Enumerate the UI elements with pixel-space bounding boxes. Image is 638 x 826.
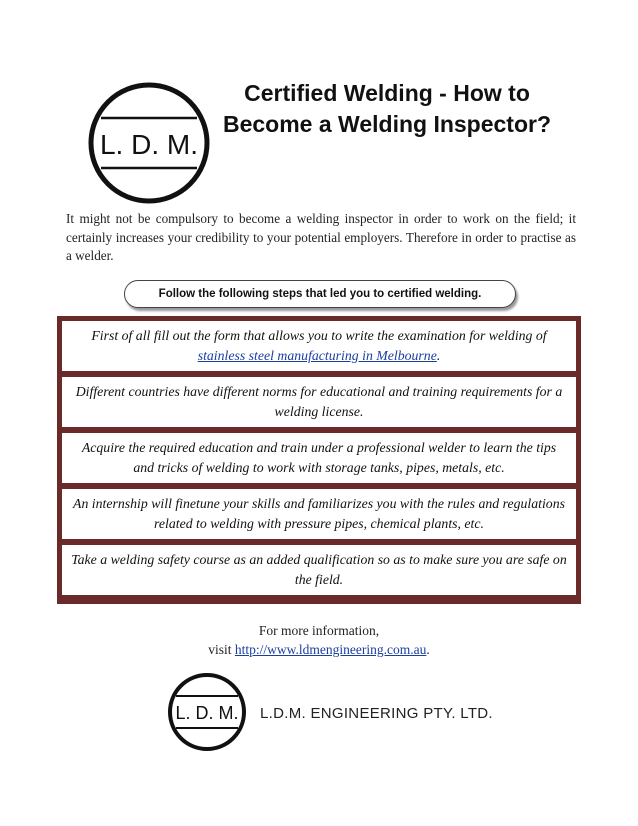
ldm-logo <box>86 80 212 206</box>
step-5-text: Take a welding safety course as an added qualification so as to make sure you are safe on the field. <box>71 552 567 587</box>
steps-frame <box>57 316 581 604</box>
step-1-period: . <box>436 348 441 363</box>
steps-callout: Follow the following steps that led you to certified welding. <box>124 280 516 308</box>
visit-label: visit <box>208 642 235 657</box>
stainless-steel-link[interactable]: stainless steel manufacturing in Melbourne <box>197 348 437 363</box>
ldm-logo-small <box>166 671 248 753</box>
page-title: Certified Welding - How to Become a Welding Inspector? <box>222 80 552 137</box>
step-3-text: Acquire the required education and train under a professional welder to learn the tips and tricks of welding to work with storage tanks, pipes, metals, etc. <box>81 440 557 475</box>
website-link[interactable]: http://www.ldmengineering.com.au <box>234 642 427 657</box>
logo-small-text: L. D. M. <box>175 703 239 723</box>
logo-text: L. D. M. <box>99 129 199 160</box>
visit-period: . <box>426 642 430 657</box>
step-2-text: Different countries have different norms for educational and training requirements for a welding license. <box>75 384 563 419</box>
step-5 <box>61 544 577 596</box>
company-name: L.D.M. ENGINEERING PTY. LTD. <box>260 705 493 722</box>
more-info <box>0 621 638 659</box>
step-3 <box>61 432 577 484</box>
step-1-text: First of all fill out the form that allows you to write the examination for welding of <box>91 328 547 343</box>
step-4 <box>61 488 577 540</box>
step-1 <box>61 320 577 372</box>
intro-paragraph: It might not be compulsory to become a welding inspector in order to work on the field; it certainly increases your credibility to your potential employers. Therefore in order to practise as a welder. <box>66 211 576 264</box>
step-2 <box>61 376 577 428</box>
step-4-text: An internship will finetune your skills and familiarizes you with the rules and regulations related to welding with pressure pipes, chemical plants, etc. <box>73 496 565 531</box>
more-info-line: For more information, <box>258 623 380 638</box>
